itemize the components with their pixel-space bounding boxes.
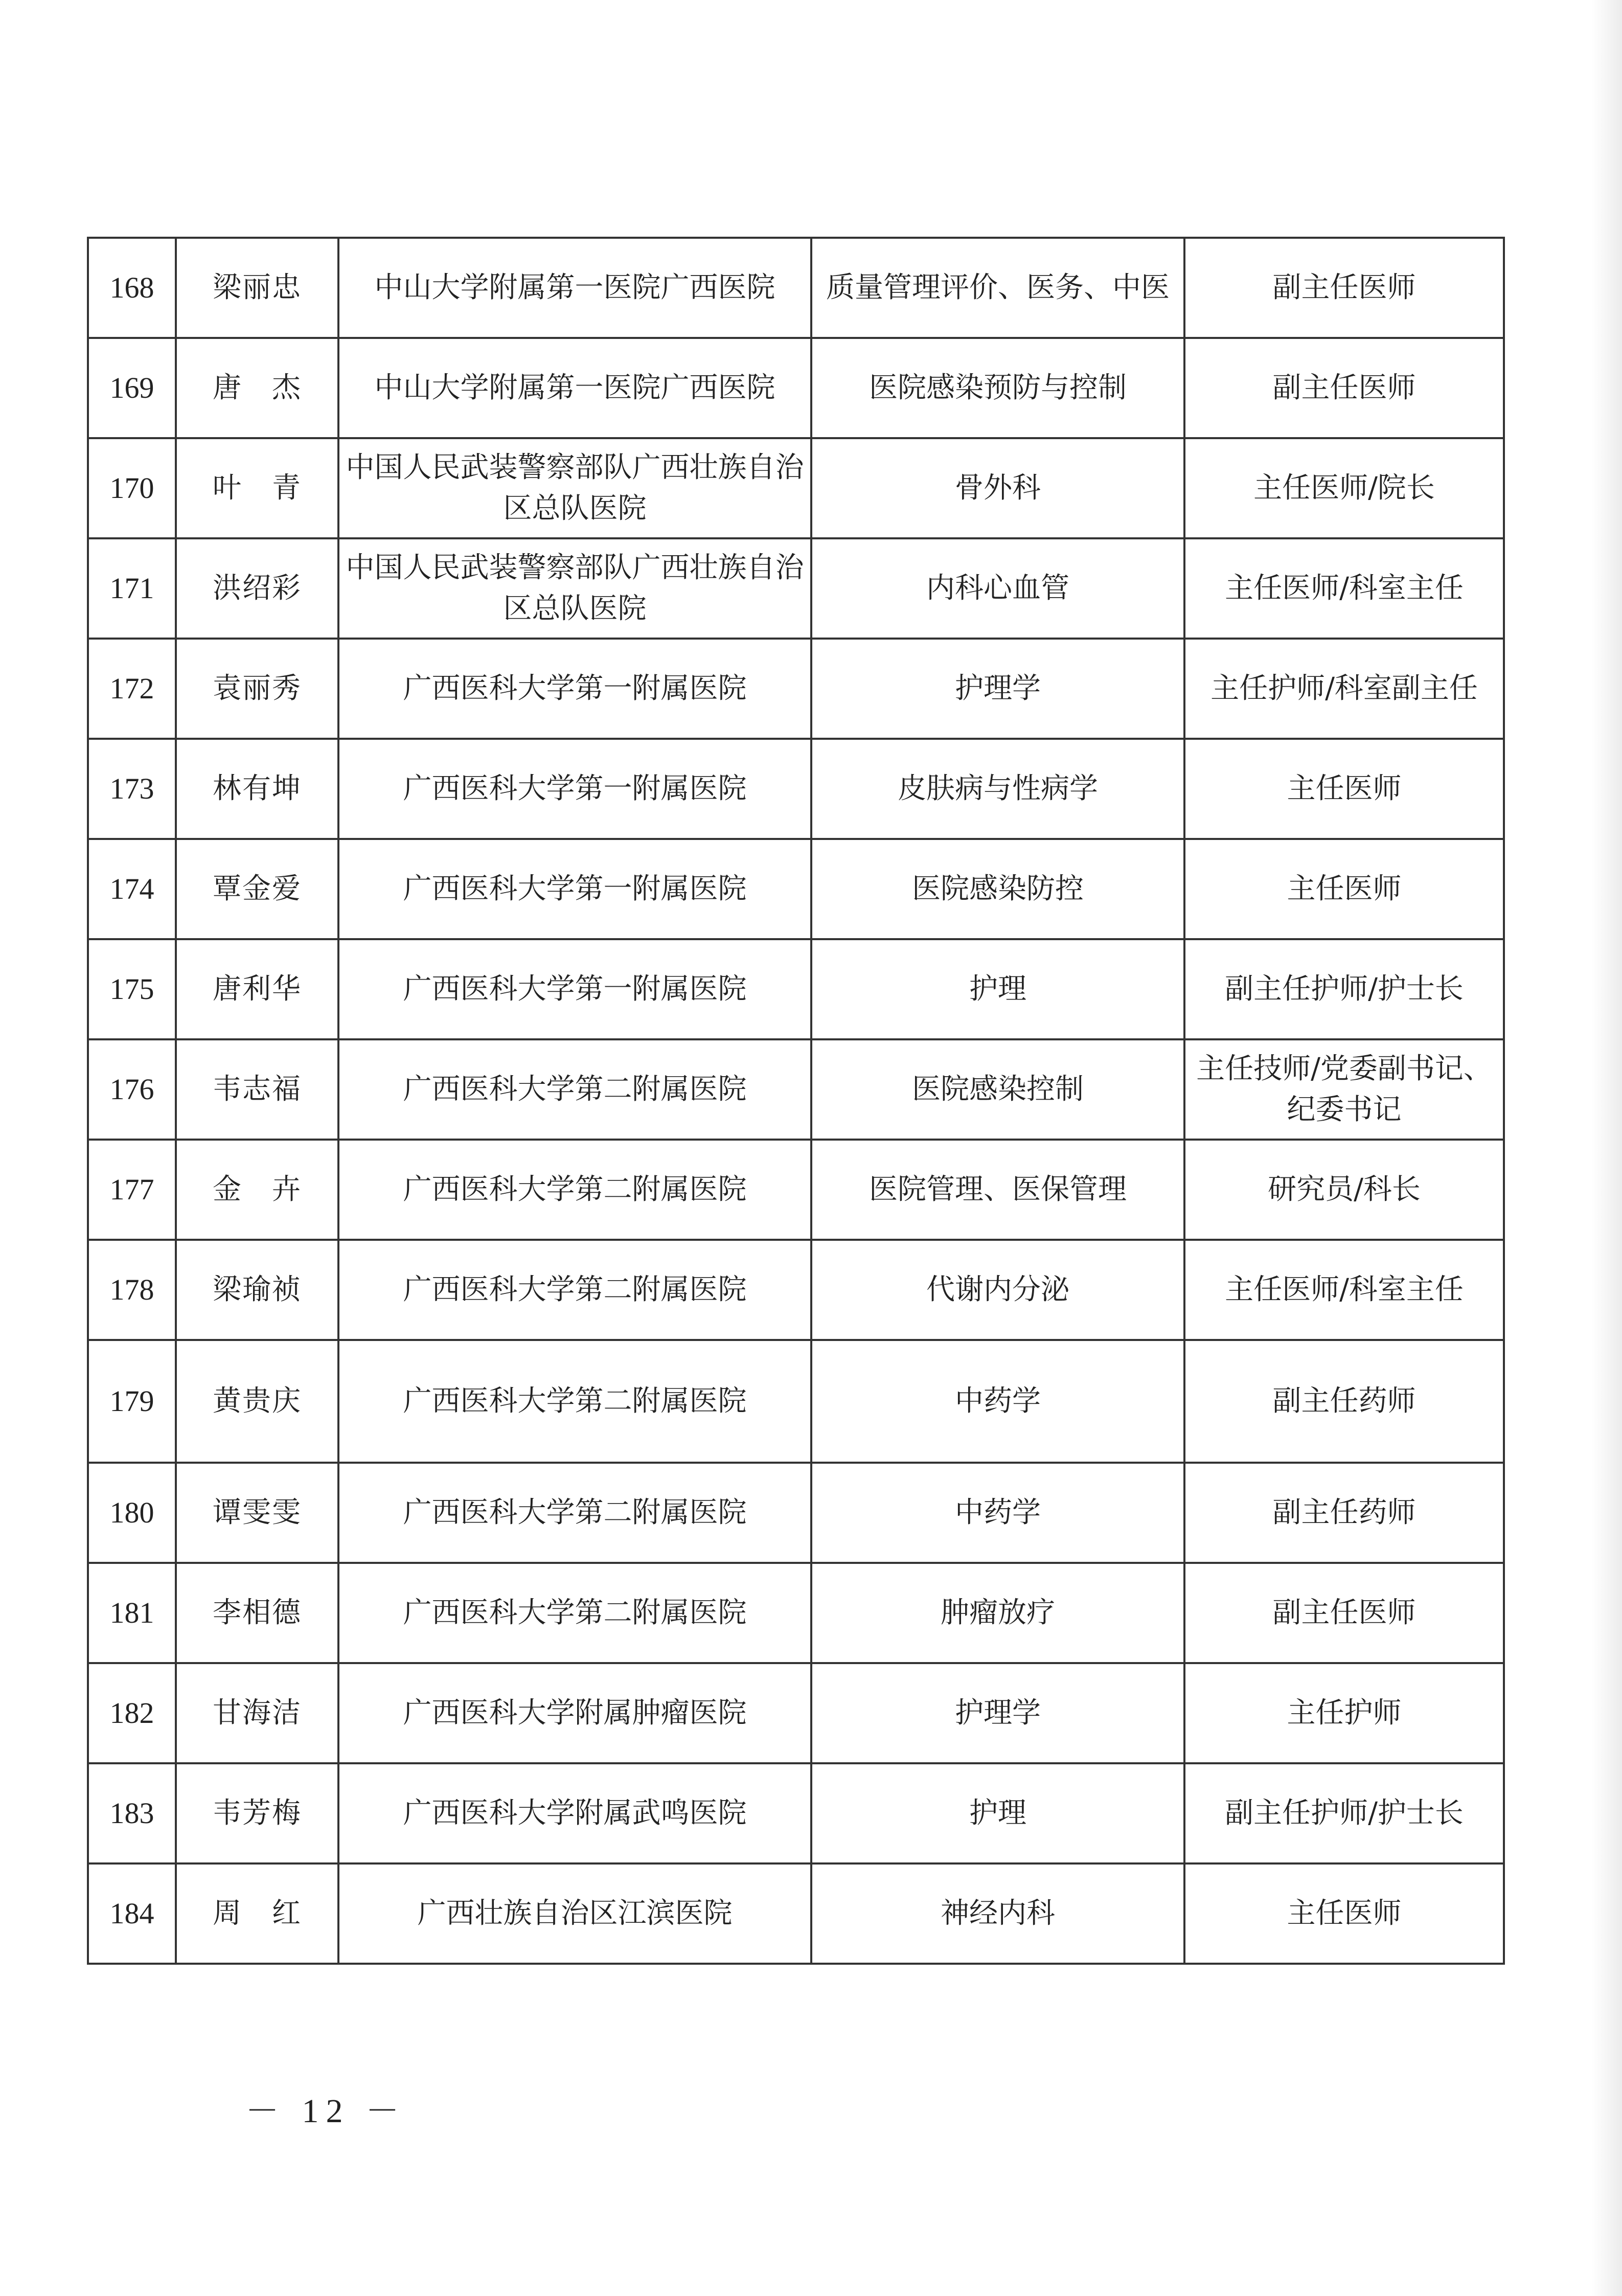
specialty: 医院感染预防与控制 <box>811 338 1184 438</box>
table-row <box>88 739 1504 839</box>
specialty: 皮肤病与性病学 <box>811 739 1184 839</box>
organization: 广西医科大学第二附属医院 <box>338 1039 811 1140</box>
specialty: 质量管理评价、医务、中医 <box>811 238 1184 338</box>
row-number: 171 <box>88 538 176 639</box>
job-title: 副主任药师 <box>1184 1463 1504 1563</box>
job-title: 副主任护师/护士长 <box>1184 939 1504 1039</box>
expert-roster-table <box>87 237 1505 1965</box>
organization: 广西医科大学第一附属医院 <box>338 939 811 1039</box>
job-title: 主任医师 <box>1184 1863 1504 1964</box>
table-row <box>88 939 1504 1039</box>
specialty: 中药学 <box>811 1340 1184 1463</box>
row-number: 179 <box>88 1340 176 1463</box>
job-title: 主任医师/科室主任 <box>1184 1240 1504 1340</box>
table-row <box>88 538 1504 639</box>
row-number: 183 <box>88 1763 176 1863</box>
organization: 中山大学附属第一医院广西医院 <box>338 238 811 338</box>
organization: 广西医科大学第二附属医院 <box>338 1140 811 1240</box>
person-name: 金 卉 <box>176 1140 338 1240</box>
person-name: 黄贵庆 <box>176 1340 338 1463</box>
person-name: 李相德 <box>176 1563 338 1663</box>
organization: 广西医科大学第二附属医院 <box>338 1340 811 1463</box>
person-name: 林有坤 <box>176 739 338 839</box>
table-row <box>88 1340 1504 1463</box>
row-number: 178 <box>88 1240 176 1340</box>
row-number: 175 <box>88 939 176 1039</box>
table-row <box>88 1863 1504 1964</box>
specialty: 护理 <box>811 1763 1184 1863</box>
job-title: 研究员/科长 <box>1184 1140 1504 1240</box>
table-row <box>88 1663 1504 1763</box>
specialty: 神经内科 <box>811 1863 1184 1964</box>
person-name: 周 红 <box>176 1863 338 1964</box>
person-name: 唐 杰 <box>176 338 338 438</box>
job-title: 副主任医师 <box>1184 338 1504 438</box>
table-row <box>88 1240 1504 1340</box>
organization: 广西医科大学附属武鸣医院 <box>338 1763 811 1863</box>
job-title: 主任医师 <box>1184 839 1504 939</box>
row-number: 182 <box>88 1663 176 1763</box>
organization: 中国人民武装警察部队广西壮族自治区总队医院 <box>338 438 811 538</box>
organization: 广西医科大学第一附属医院 <box>338 739 811 839</box>
organization: 中山大学附属第一医院广西医院 <box>338 338 811 438</box>
person-name: 袁丽秀 <box>176 639 338 739</box>
specialty: 医院感染控制 <box>811 1039 1184 1140</box>
page-number: － 12 － <box>245 2093 406 2130</box>
organization: 广西医科大学附属肿瘤医院 <box>338 1663 811 1763</box>
organization: 广西医科大学第一附属医院 <box>338 639 811 739</box>
person-name: 叶 青 <box>176 438 338 538</box>
table-row <box>88 1140 1504 1240</box>
job-title: 副主任医师 <box>1184 238 1504 338</box>
job-title: 主任护师 <box>1184 1663 1504 1763</box>
row-number: 170 <box>88 438 176 538</box>
specialty: 肿瘤放疗 <box>811 1563 1184 1663</box>
specialty: 护理学 <box>811 1663 1184 1763</box>
job-title: 主任医师 <box>1184 739 1504 839</box>
person-name: 韦芳梅 <box>176 1763 338 1863</box>
job-title: 主任技师/党委副书记、纪委书记 <box>1184 1039 1504 1140</box>
job-title: 副主任医师 <box>1184 1563 1504 1663</box>
row-number: 180 <box>88 1463 176 1563</box>
job-title: 主任医师/科室主任 <box>1184 538 1504 639</box>
specialty: 护理学 <box>811 639 1184 739</box>
job-title: 副主任护师/护士长 <box>1184 1763 1504 1863</box>
row-number: 172 <box>88 639 176 739</box>
person-name: 唐利华 <box>176 939 338 1039</box>
person-name: 韦志福 <box>176 1039 338 1140</box>
row-number: 169 <box>88 338 176 438</box>
person-name: 洪绍彩 <box>176 538 338 639</box>
row-number: 168 <box>88 238 176 338</box>
row-number: 173 <box>88 739 176 839</box>
organization: 广西壮族自治区江滨医院 <box>338 1863 811 1964</box>
person-name: 覃金爱 <box>176 839 338 939</box>
person-name: 谭雯雯 <box>176 1463 338 1563</box>
table-row <box>88 338 1504 438</box>
organization: 广西医科大学第一附属医院 <box>338 839 811 939</box>
specialty: 医院管理、医保管理 <box>811 1140 1184 1240</box>
person-name: 梁瑜祯 <box>176 1240 338 1340</box>
row-number: 177 <box>88 1140 176 1240</box>
job-title: 主任护师/科室副主任 <box>1184 639 1504 739</box>
scan-edge-shadow <box>1591 0 1622 2296</box>
specialty: 医院感染防控 <box>811 839 1184 939</box>
table-row <box>88 1763 1504 1863</box>
row-number: 176 <box>88 1039 176 1140</box>
table-row <box>88 1563 1504 1663</box>
table-row <box>88 839 1504 939</box>
job-title: 副主任药师 <box>1184 1340 1504 1463</box>
table-row <box>88 639 1504 739</box>
specialty: 护理 <box>811 939 1184 1039</box>
specialty: 内科心血管 <box>811 538 1184 639</box>
person-name: 梁丽忠 <box>176 238 338 338</box>
table-row <box>88 1463 1504 1563</box>
table-row <box>88 438 1504 538</box>
organization: 广西医科大学第二附属医院 <box>338 1463 811 1563</box>
job-title: 主任医师/院长 <box>1184 438 1504 538</box>
person-name: 甘海洁 <box>176 1663 338 1763</box>
organization: 广西医科大学第二附属医院 <box>338 1240 811 1340</box>
row-number: 181 <box>88 1563 176 1663</box>
row-number: 174 <box>88 839 176 939</box>
organization: 广西医科大学第二附属医院 <box>338 1563 811 1663</box>
specialty: 骨外科 <box>811 438 1184 538</box>
table-row <box>88 238 1504 338</box>
row-number: 184 <box>88 1863 176 1964</box>
organization: 中国人民武装警察部队广西壮族自治区总队医院 <box>338 538 811 639</box>
specialty: 代谢内分泌 <box>811 1240 1184 1340</box>
specialty: 中药学 <box>811 1463 1184 1563</box>
table-row <box>88 1039 1504 1140</box>
